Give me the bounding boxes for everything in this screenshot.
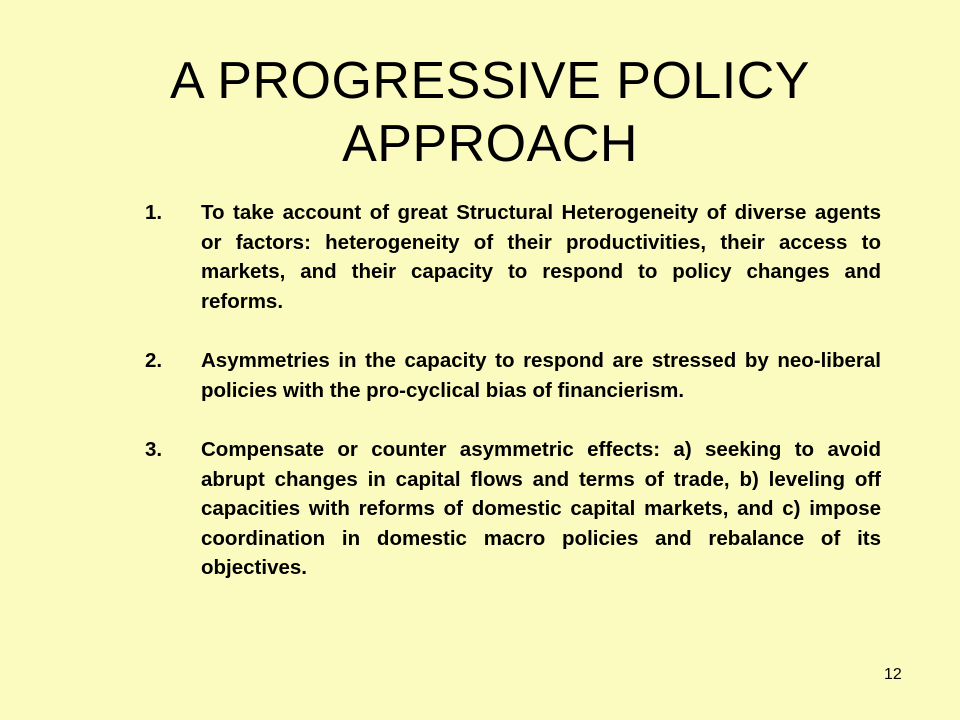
policy-points-list <box>145 198 881 613</box>
point-number-2: 2. <box>145 349 163 372</box>
slide-title-line-1: A PROGRESSIVE POLICY <box>170 52 810 110</box>
point-text-1: To take account of great Structural Heterogeneity of diverse agents or factors: heterogeneity of their productivities, their access to markets, and their capacity to respond to policy changes and reforms. <box>201 201 881 313</box>
policy-point-3 <box>145 435 881 583</box>
point-number-3: 3. <box>145 438 163 461</box>
point-number-1: 1. <box>145 201 163 224</box>
policy-point-2 <box>145 346 881 405</box>
slide-number: 12 <box>884 666 902 683</box>
slide-title-line-2: APPROACH <box>342 115 638 173</box>
slide-title <box>60 50 920 176</box>
policy-point-1 <box>145 198 881 316</box>
point-text-3: Compensate or counter asymmetric effects: a) seeking to avoid abrupt changes in capital flows and terms of trade, b) leveling off capacities with reforms of domestic capital markets, and c) impose coordination in domestic macro policies and rebalance of its objectives. <box>201 438 881 579</box>
point-text-2: Asymmetries in the capacity to respond are stressed by neo-liberal policies with the pro-cyclical bias of financierism. <box>201 349 881 402</box>
